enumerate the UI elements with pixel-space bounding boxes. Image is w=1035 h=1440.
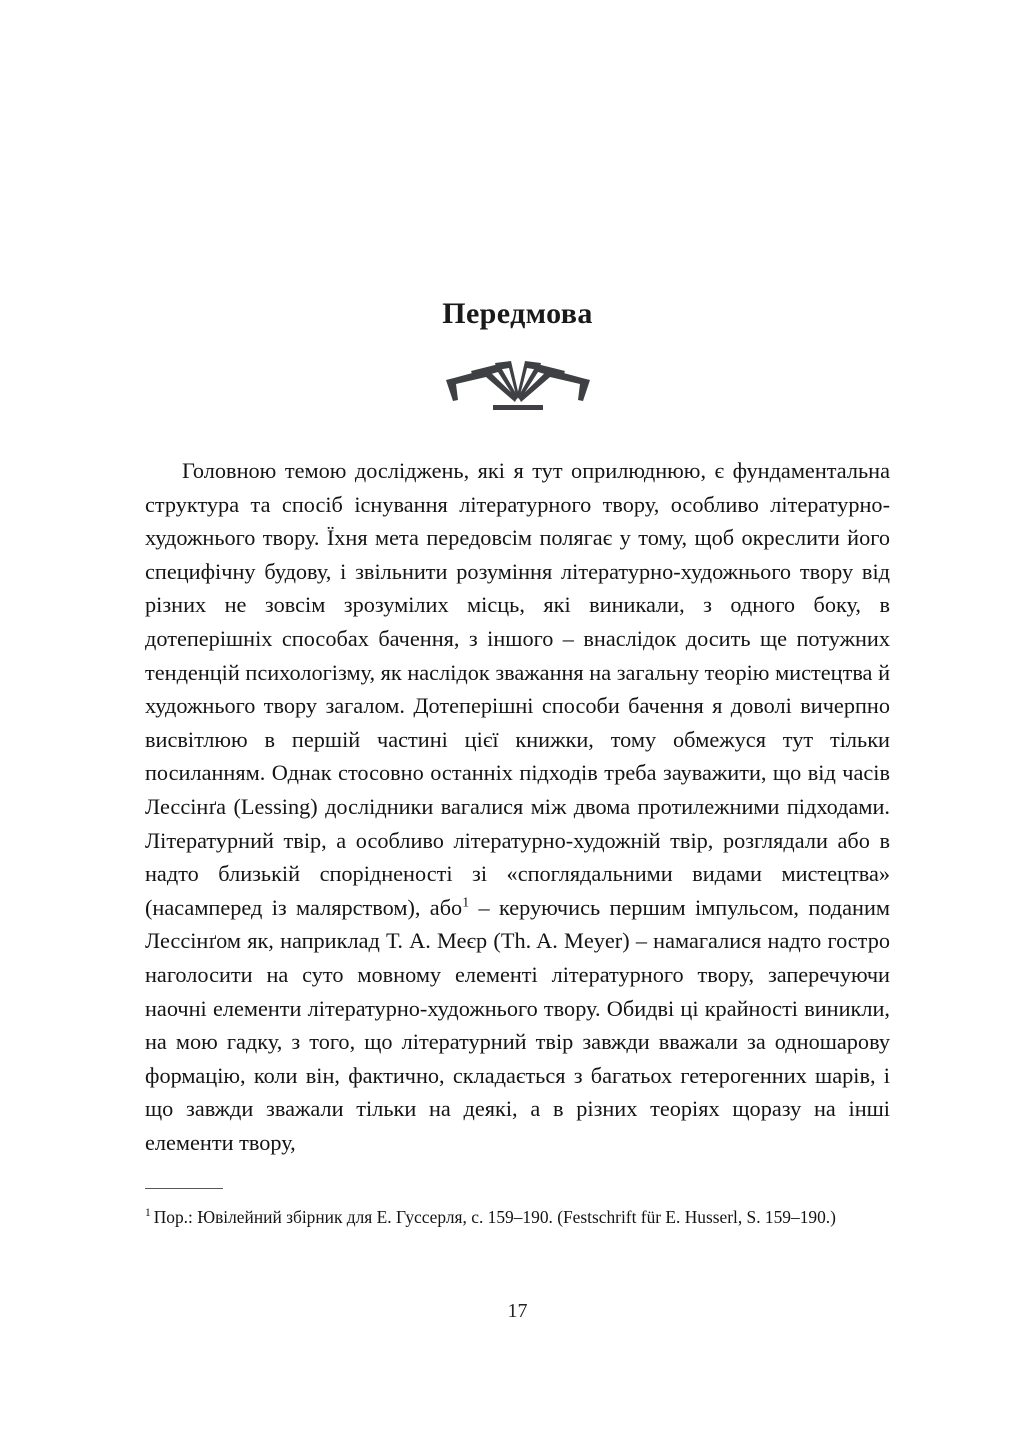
footnote-separator-rule: [145, 1188, 223, 1189]
paragraph-part-one: Головною темою досліджень, які я тут оприлюднюю, є фундаментальна структура та спосіб існування літературного твору, особливо літературно-художнього твору. Їхня мета передовсім полягає у тому, щоб окреслити його специфічну будову, і звільнити розуміння літературно-художнього твору від різних не зовсім зрозумілих місць, які виникали, з одного боку, в дотеперішніх способах бачення, з іншого – внаслідок досить ще потужних тенденцій психологізму, як наслідок зважання на загальну теорію мистецтва й художнього твору загалом. Дотеперішні способи бачення я доволі вичерпно висвітлюю в першій частині цієї книжки, тому обмежуся тут тільки посиланням. Однак стосовно останніх підходів треба зауважити, що від часів Лессінґа (Lessing) дослідники вагалися між двома протилежними підходами. Літературний твір, а особливо літературно-художній твір, розглядали або в надто близькій спорідненості зі «споглядальними видами мистецтва» (насамперед із малярством), або: [145, 458, 890, 920]
footnote-reference-marker[interactable]: 1: [462, 894, 470, 910]
footnote-area: [145, 1188, 890, 1232]
page-title: Передмова: [442, 297, 593, 330]
footnote-number: 1: [145, 1207, 151, 1220]
paragraph-part-two: – керуючись першим імпульсом, поданим Лессінґом як, наприклад Т. А. Меєр (Th. A. Meyer) – намагалися надто гостро наголосити на суто мовному елементі літературного твору, заперечуючи наочні елементи літературно-художнього твору. Обидві ці крайності виникли, на мою гадку, з того, що літературний твір завжди вважали за одношарову формацію, коли він, фактично, складається з багатьох гетерогенних шарів, і що завжди зважали тільки на деякі, а в різних теоріях щоразу на інші елементи твору,: [145, 894, 890, 1155]
footnote-item: [145, 1203, 890, 1232]
body-text: [145, 454, 890, 1159]
open-book-ornament: [145, 360, 890, 412]
opening-paragraph: [145, 454, 890, 1159]
page-content: [145, 0, 890, 1159]
page-number: 17: [507, 1300, 528, 1322]
footnote-body: Пор.: Ювілейний збірник для Е. Гуссерля, с. 159–190. (Festschrift für E. Husserl, S. 159–190.): [153, 1207, 836, 1227]
